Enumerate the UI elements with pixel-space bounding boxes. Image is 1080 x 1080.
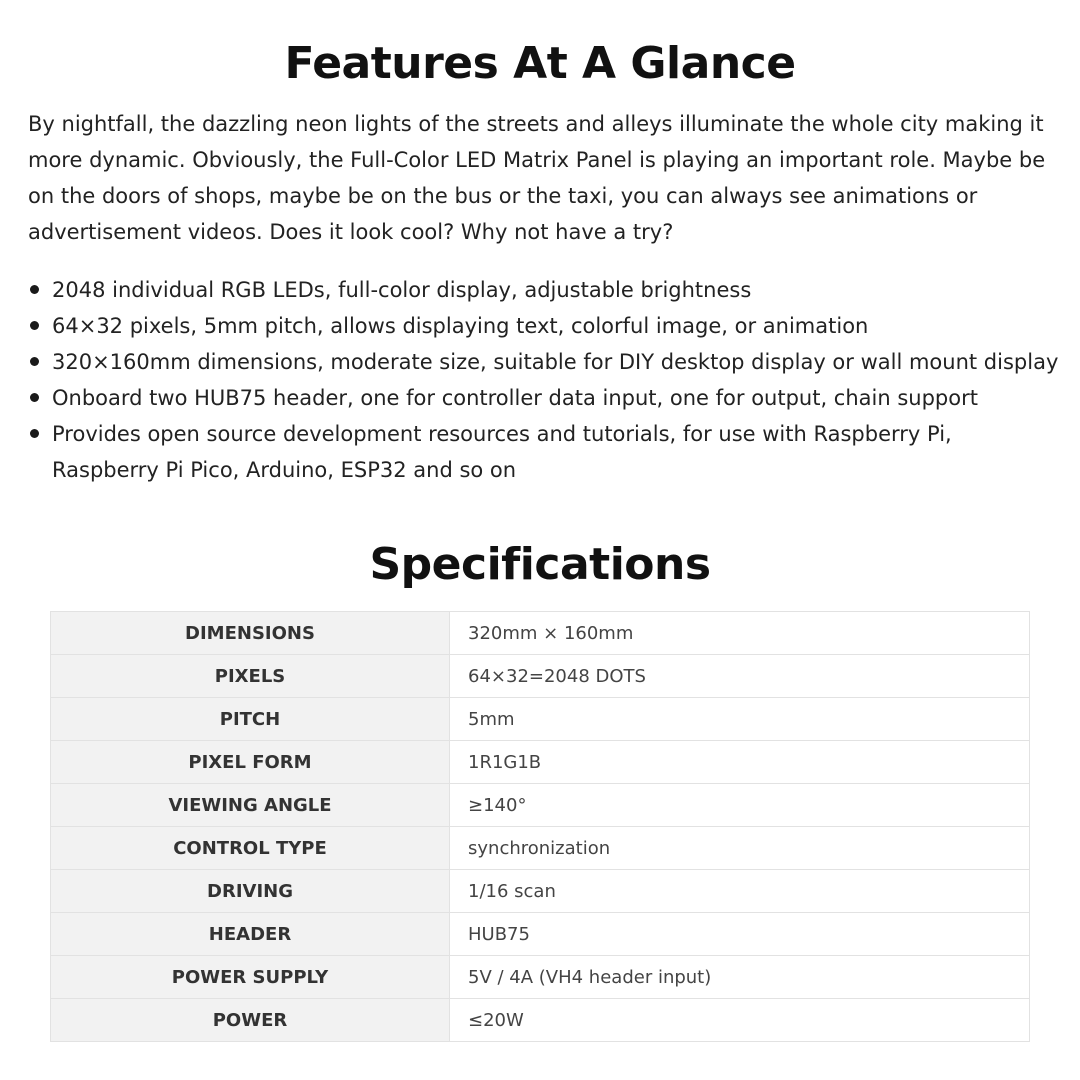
spec-value: ≤20W bbox=[450, 999, 1030, 1042]
spec-label: CONTROL TYPE bbox=[51, 827, 450, 870]
feature-item bbox=[28, 380, 1062, 416]
table-row bbox=[51, 698, 1030, 741]
bullet-icon bbox=[30, 429, 39, 438]
spec-label: HEADER bbox=[51, 913, 450, 956]
spec-label: VIEWING ANGLE bbox=[51, 784, 450, 827]
spec-label: POWER bbox=[51, 999, 450, 1042]
spec-value: 320mm × 160mm bbox=[450, 612, 1030, 655]
table-row bbox=[51, 913, 1030, 956]
bullet-icon bbox=[30, 357, 39, 366]
table-row bbox=[51, 784, 1030, 827]
spec-value: 1/16 scan bbox=[450, 870, 1030, 913]
table-row bbox=[51, 956, 1030, 999]
features-intro: By nightfall, the dazzling neon lights of the streets and alleys illuminate the whole city making it more dynamic. Obviously, the Full-Color LED Matrix Panel is playing an important role. Maybe be on the doors of shops, maybe be on the bus or the taxi, you can always see animations or advertisement videos. Does it look cool? Why not have a try? bbox=[28, 112, 1046, 244]
specifications-table bbox=[50, 611, 1030, 1042]
spec-value: 5V / 4A (VH4 header input) bbox=[450, 956, 1030, 999]
spec-label: PITCH bbox=[51, 698, 450, 741]
spec-label: PIXEL FORM bbox=[51, 741, 450, 784]
feature-item bbox=[28, 416, 1062, 488]
feature-item-text: Onboard two HUB75 header, one for controller data input, one for output, chain support bbox=[52, 386, 978, 410]
spec-label: POWER SUPPLY bbox=[51, 956, 450, 999]
spec-label: PIXELS bbox=[51, 655, 450, 698]
feature-list bbox=[28, 272, 1062, 488]
feature-item-text: Provides open source development resources and tutorials, for use with Raspberry Pi, Raspberry Pi Pico, Arduino, ESP32 and so on bbox=[52, 422, 952, 482]
spec-label: DIMENSIONS bbox=[51, 612, 450, 655]
table-row bbox=[51, 827, 1030, 870]
specifications-title: Specifications bbox=[369, 539, 711, 590]
spec-value: HUB75 bbox=[450, 913, 1030, 956]
spec-label: DRIVING bbox=[51, 870, 450, 913]
table-row bbox=[51, 999, 1030, 1042]
spec-value: 1R1G1B bbox=[450, 741, 1030, 784]
bullet-icon bbox=[30, 285, 39, 294]
feature-item-text: 2048 individual RGB LEDs, full-color display, adjustable brightness bbox=[52, 278, 752, 302]
spec-value: synchronization bbox=[450, 827, 1030, 870]
feature-item bbox=[28, 344, 1062, 380]
table-row bbox=[51, 741, 1030, 784]
bullet-icon bbox=[30, 393, 39, 402]
feature-item-text: 64×32 pixels, 5mm pitch, allows displaying text, colorful image, or animation bbox=[52, 314, 869, 338]
spec-value: ≥140° bbox=[450, 784, 1030, 827]
table-row bbox=[51, 870, 1030, 913]
spec-value: 5mm bbox=[450, 698, 1030, 741]
spec-value: 64×32=2048 DOTS bbox=[450, 655, 1030, 698]
bullet-icon bbox=[30, 321, 39, 330]
feature-item bbox=[28, 308, 1062, 344]
feature-item bbox=[28, 272, 1062, 308]
table-row bbox=[51, 655, 1030, 698]
features-title: Features At A Glance bbox=[284, 38, 796, 89]
feature-item-text: 320×160mm dimensions, moderate size, suitable for DIY desktop display or wall mount display bbox=[52, 350, 1059, 374]
table-row bbox=[51, 612, 1030, 655]
